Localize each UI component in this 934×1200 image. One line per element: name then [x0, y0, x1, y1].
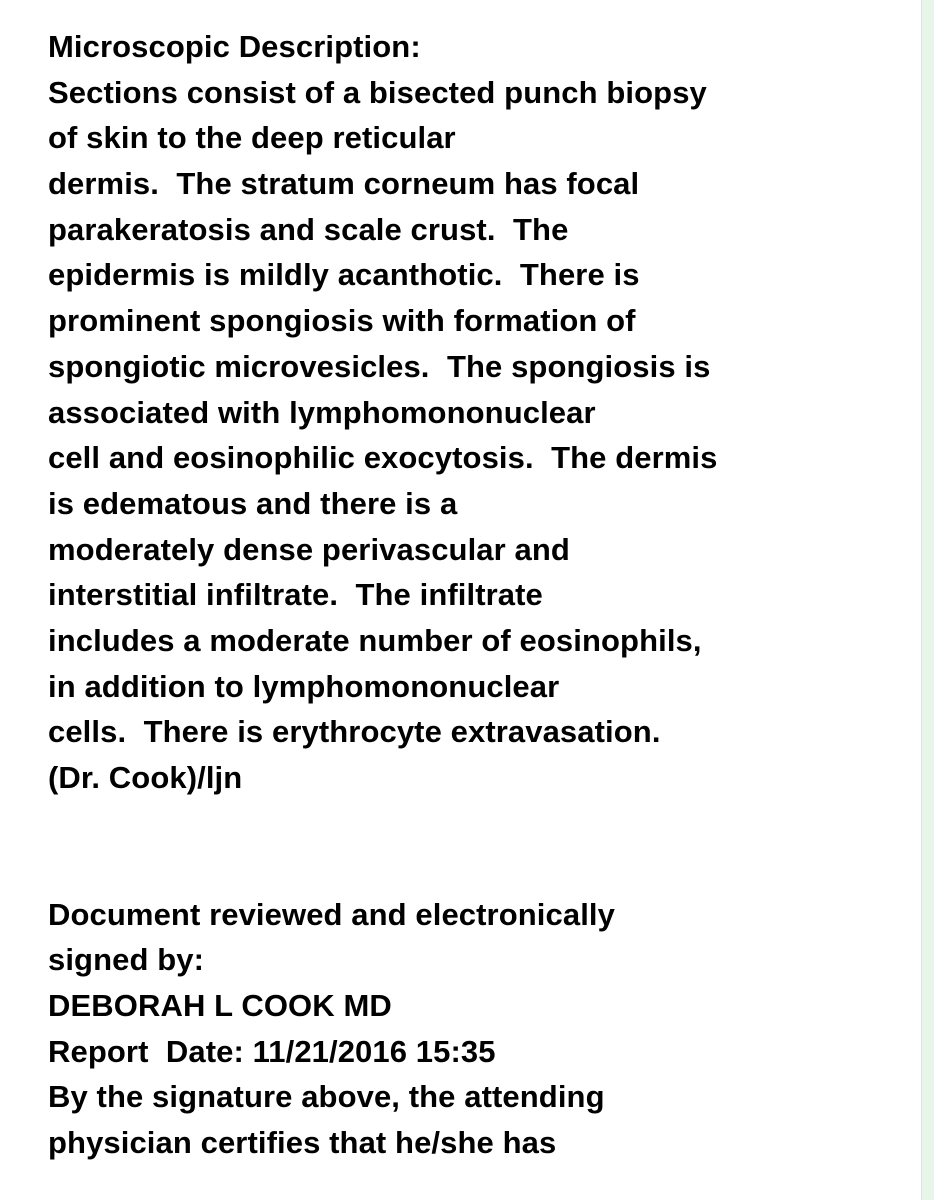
signature-section: [48, 892, 910, 1166]
section-spacer: [48, 801, 910, 892]
text-line: cell and eosinophilic exocytosis. The dermis: [48, 440, 718, 476]
certification-text: physician certifies that he/she has: [48, 1125, 557, 1161]
text-line: spongiotic microvesicles. The spongiosis is: [48, 348, 711, 384]
signing-physician: DEBORAH L COOK MD: [48, 988, 392, 1024]
text-line: is edematous and there is a: [48, 485, 458, 521]
section-heading: Microscopic Description:: [48, 29, 421, 64]
text-line: epidermis is mildly acanthotic. There is: [48, 257, 640, 293]
text-line: includes a moderate number of eosinophils,: [48, 622, 702, 658]
text-line: moderately dense perivascular and: [48, 531, 570, 567]
text-line: prominent spongiosis with formation of: [48, 303, 636, 339]
page-edge-strip: [921, 0, 934, 1200]
text-line: in addition to lymphomononuclear: [48, 668, 560, 704]
text-line: interstitial infiltrate. The infiltrate: [48, 577, 543, 613]
text-line: dermis. The stratum corneum has focal: [48, 166, 640, 202]
text-line: Sections consist of a bisected punch biopsy: [48, 74, 707, 110]
report-text: [48, 24, 910, 1166]
signature-statement: signed by:: [48, 942, 205, 978]
author-initials: (Dr. Cook)/ljn: [48, 760, 243, 795]
text-line: parakeratosis and scale crust. The: [48, 211, 569, 247]
report-date: Report Date: 11/21/2016 15:35: [48, 1033, 496, 1069]
text-line: of skin to the deep reticular: [48, 120, 456, 156]
text-line: cells. There is erythrocyte extravasation.: [48, 714, 661, 750]
signature-statement: Document reviewed and electronically: [48, 896, 615, 932]
text-line: associated with lymphomononuclear: [48, 394, 596, 430]
certification-text: By the signature above, the attending: [48, 1079, 605, 1115]
microscopic-description-section: [48, 24, 910, 801]
